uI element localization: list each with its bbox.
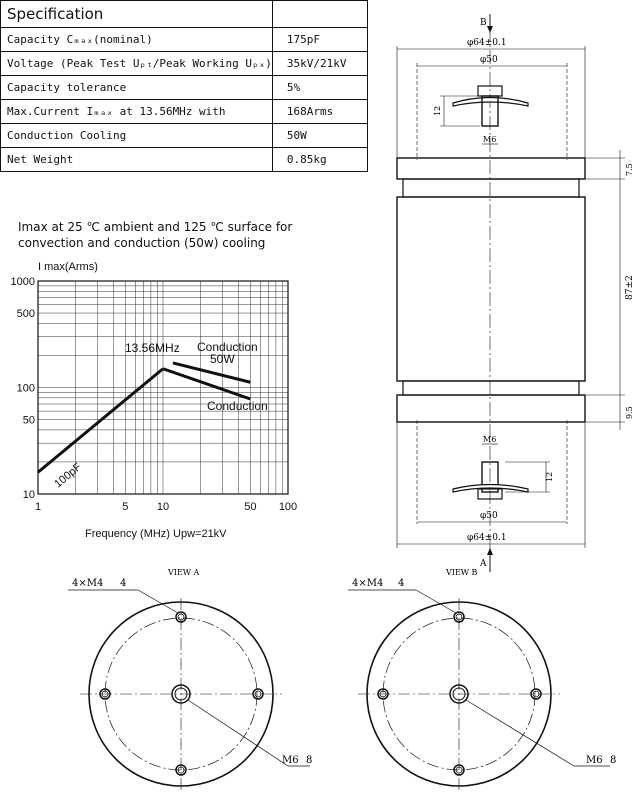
annotation-conduction-50w: Conduction [197, 340, 258, 354]
flange-diameter-label: φ50 [480, 55, 498, 65]
x-axis-label: Frequency (MHz) Upw=21kV [85, 528, 227, 540]
chart-note-line2: convection and conduction (50w) cooling [18, 236, 266, 250]
annotation-frequency: 13.56MHz [125, 341, 180, 355]
view-b-center: M6 [586, 755, 603, 766]
annotation-100pf: 100pF [52, 461, 84, 491]
view-a-center-depth: 8 [306, 755, 313, 766]
height-dim: 87±2 [625, 275, 635, 300]
y-tick-label: 100 [16, 382, 35, 395]
spec-value: 50W [272, 124, 367, 148]
spec-row [1, 76, 368, 100]
view-b-title: VIEW B [446, 568, 478, 577]
y-axis-label: I max(Arms) [38, 261, 98, 273]
x-tick-label: 1 [34, 501, 42, 513]
spec-label: Max.Current Iₘₐₓ at 13.56MHz with [1, 100, 273, 124]
stud-height-label: 12 [433, 105, 442, 116]
outer-diameter-label: φ64±0.1 [467, 38, 507, 48]
x-tick-label: 5 [122, 501, 129, 513]
spec-value: 35kV/21kV [272, 52, 367, 76]
view-b-center-depth: 8 [610, 755, 617, 766]
x-tick-label: 100 [278, 501, 298, 513]
view-a-title: VIEW A [168, 568, 200, 577]
thread-label-top: M6 [483, 135, 497, 144]
annotation-conduction: Conduction [207, 399, 268, 413]
view-b-holes: 4×M4 [352, 578, 384, 589]
spec-row [1, 148, 368, 172]
x-tick-label: 10 [156, 501, 170, 513]
spec-value: 5% [272, 76, 367, 100]
view-a-drawing [60, 560, 313, 800]
stud-height-label-bottom: 12 [545, 471, 554, 482]
spec-row [1, 28, 368, 52]
spec-label: Voltage (Peak Test Uₚₜ/Peak Working Uₚₓ) [1, 52, 273, 76]
bottom-flange-dim: 9.5 [625, 406, 634, 419]
capacitor-side-view [340, 0, 638, 580]
flange-diameter-label-bottom: φ50 [480, 511, 498, 521]
view-a-hole-depth: 4 [120, 578, 127, 589]
spec-label: Net Weight [1, 148, 273, 172]
view-a-marker: A [480, 559, 487, 569]
y-tick-label: 500 [16, 308, 35, 321]
spec-label: Capacity Cₘₐₓ(nominal) [1, 28, 273, 52]
outer-diameter-label-bottom: φ64±0.1 [467, 533, 507, 543]
spec-value: 0.85kg [272, 148, 367, 172]
y-tick-label: 1000 [10, 276, 35, 288]
chart-note-line1: Imax at 25 ℃ ambient and 125 ℃ surface for [18, 220, 293, 234]
spec-label: Conduction Cooling [1, 124, 273, 148]
current-frequency-chart [0, 256, 320, 546]
spec-table [0, 0, 368, 172]
spec-row [1, 52, 368, 76]
spec-row [1, 124, 368, 148]
view-b-drawing [340, 560, 638, 800]
spec-value: 168Arms [272, 100, 367, 124]
spec-value: 175pF [272, 28, 367, 52]
y-tick-label: 50 [22, 414, 35, 427]
spec-row [1, 100, 368, 124]
series-line [163, 369, 250, 399]
view-b-hole-depth: 4 [398, 578, 405, 589]
spec-title: Specification [1, 1, 273, 28]
series-line [38, 369, 163, 473]
x-tick-label: 50 [244, 501, 257, 513]
view-a-holes: 4×M4 [72, 578, 104, 589]
y-tick-label: 10 [22, 489, 35, 501]
spec-label: Capacity tolerance [1, 76, 273, 100]
view-a-center: M6 [282, 755, 299, 766]
view-b-marker: B [480, 18, 487, 28]
annotation-50w: 50W [210, 352, 235, 366]
thread-label-bottom: M6 [483, 435, 497, 444]
top-flange-dim: 7.5 [625, 163, 634, 176]
